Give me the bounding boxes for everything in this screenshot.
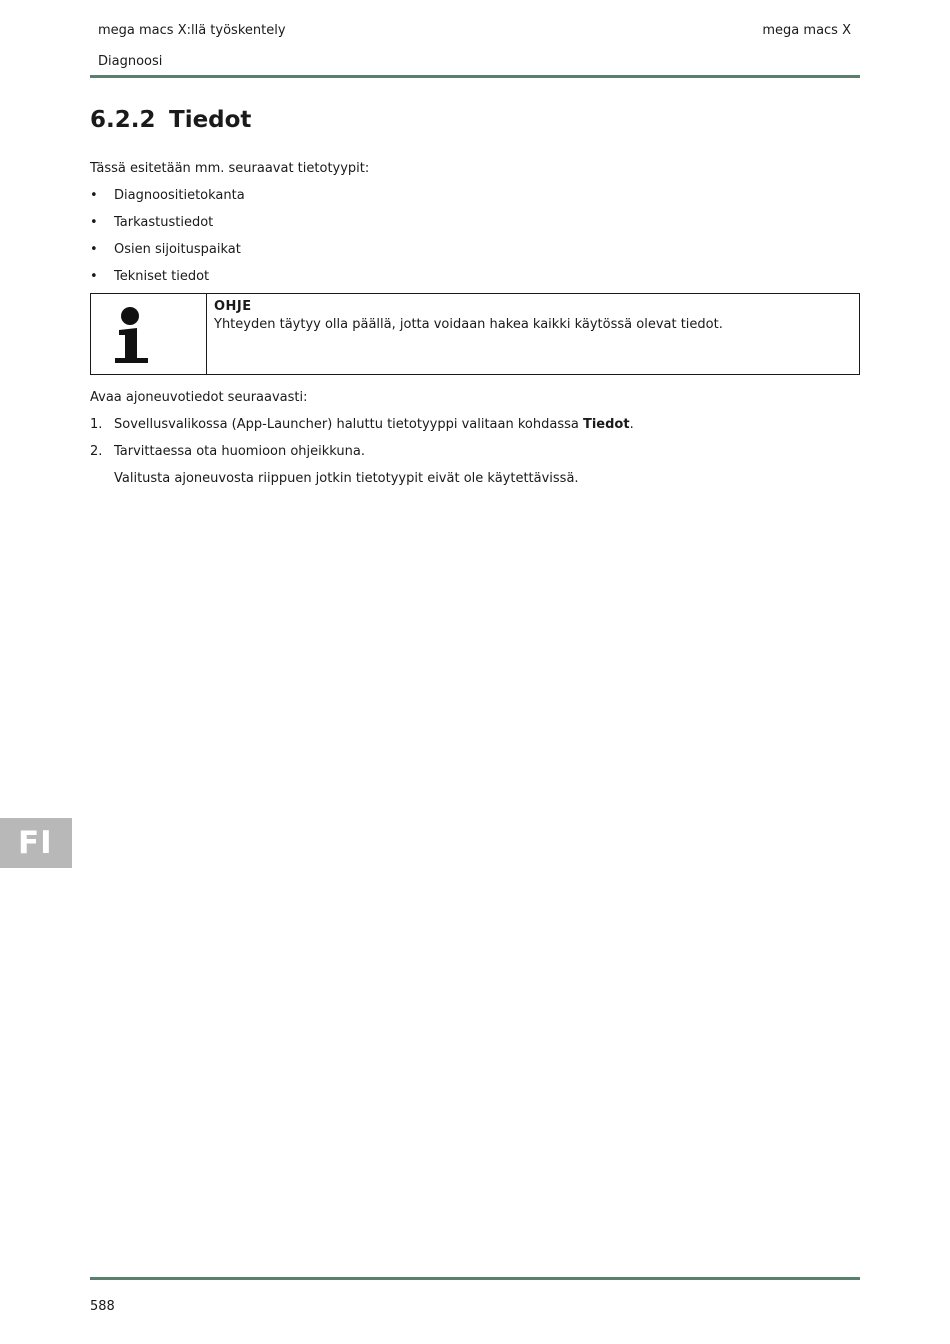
- note-text: Yhteyden täytyy olla päällä, jotta voidaan hakea kaikki käytössä olevat tiedot.: [214, 317, 723, 332]
- step-number: 2.: [90, 444, 103, 459]
- note-title: OHJE: [214, 299, 252, 314]
- section-title: Tiedot: [169, 107, 252, 133]
- bullet-icon: •: [90, 242, 98, 257]
- language-code: FI: [18, 825, 53, 861]
- footer-divider: [90, 1277, 860, 1280]
- step-number: 1.: [90, 417, 103, 432]
- step-text: Sovellusvalikossa (App-Launcher) haluttu tietotyyppi valitaan kohdassa Tiedot.: [114, 417, 634, 432]
- step-result-text: Valitusta ajoneuvosta riippuen jotkin tietotyypit eivät ole käytettävissä.: [114, 471, 579, 486]
- running-header-section: Diagnoosi: [98, 54, 163, 69]
- header-divider: [90, 75, 860, 78]
- section-heading: [90, 107, 251, 133]
- intro-paragraph: Tässä esitetään mm. seuraavat tietotyypit:: [90, 161, 370, 176]
- step-text: Tarvittaessa ota huomioon ohjeikkuna.: [114, 444, 365, 459]
- running-header-title: mega macs X:llä työskentely: [98, 23, 286, 38]
- note-icon-cell: [91, 294, 207, 374]
- language-tab: [0, 818, 72, 868]
- bullet-icon: •: [90, 188, 98, 203]
- note-box: [90, 293, 860, 375]
- running-header-product: mega macs X: [762, 23, 851, 38]
- info-icon: [113, 306, 153, 364]
- ui-term-tiedot: Tiedot: [582, 417, 630, 432]
- bullet-icon: •: [90, 269, 98, 284]
- page-number: 588: [90, 1299, 115, 1314]
- section-number: 6.2.2: [90, 107, 156, 133]
- bullet-icon: •: [90, 215, 98, 230]
- procedure-intro: Avaa ajoneuvotiedot seuraavasti:: [90, 390, 308, 405]
